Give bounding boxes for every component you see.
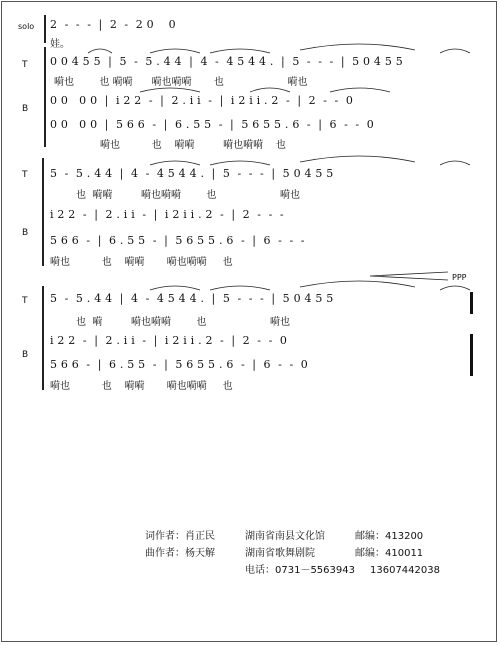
system2-tenor-lyric: 也 嗬嗬 嗬也嗬嗬 也 嗬也 — [76, 190, 300, 201]
tenor-part-label: T — [22, 60, 28, 70]
composer-credit: 曲作者：杨天解 — [145, 548, 215, 559]
bass-part-label: B — [22, 104, 29, 114]
solo-lyric: 娃。 — [50, 39, 70, 50]
dynamic-marking: PPP — [452, 273, 467, 282]
system3-bass-lower-notes: 5 6 6 - | 6 . 5 5 - | 5 6 5 5 . 6 - | 6 - - 0 — [50, 358, 308, 371]
solo-notes: 2 - - - | 2 - 2 0 0 — [50, 18, 176, 31]
solo-part-label: solo — [18, 22, 35, 31]
system2-tenor-notes: 5 - 5 . 4 4 | 4 - 4 5 4 4 . | 5 - - - | 5 0 4 5 5 — [50, 167, 334, 180]
system3-bass-label: B — [22, 350, 29, 360]
composer-postcode: 邮编：410011 — [355, 548, 424, 559]
phone-number: 电话：0731－5563943 — [245, 565, 355, 576]
system3-tenor-label: T — [22, 296, 28, 306]
system2-tenor-label: T — [22, 170, 28, 180]
system1-bass-upper-notes: 0 0 0 0 | i 2 2 - | 2 . i i - | i 2 i i . 2 - | 2 - - 0 — [50, 94, 354, 107]
lyricist-organization: 湖南省南县文化馆 — [245, 531, 325, 542]
system3-tenor-notes: 5 - 5 . 4 4 | 4 - 4 5 4 4 . | 5 - - - | 5 0 4 5 5 — [50, 292, 334, 305]
system3-bass-upper-notes: i 2 2 - | 2 . i i - | i 2 i i . 2 - | 2 - - 0 — [50, 334, 288, 347]
system1-tenor-notes: 0 0 4 5 5 | 5 - 5 . 4 4 | 4 - 4 5 4 4 . | 5 - - - | 5 0 4 5 5 — [50, 55, 403, 68]
system2-bass-lyric: 嗬也 也 嗬嗬 嗬也嗬嗬 也 — [50, 257, 233, 268]
system1-bass-lyric: 嗬也 也 嗬嗬 嗬也嗬嗬 也 — [100, 140, 286, 151]
system2-bass-upper-notes: i 2 2 - | 2 . i i - | i 2 i i . 2 - | 2 - - - — [50, 208, 284, 221]
system2-bass-lower-notes: 5 6 6 - | 6 . 5 5 - | 5 6 5 5 . 6 - | 6 - - - — [50, 234, 305, 247]
system1-bass-lower-notes: 0 0 0 0 | 5 6 6 - | 6 . 5 5 - | 5 6 5 5 . 6 - | 6 - - 0 — [50, 118, 374, 131]
system2-bass-label: B — [22, 228, 29, 238]
system3-bass-lyric: 嗬也 也 嗬嗬 嗬也嗬嗬 也 — [50, 381, 233, 392]
lyricist-postcode: 邮编：413200 — [355, 531, 424, 542]
mobile-number: 13607442038 — [370, 565, 440, 576]
system3-tenor-lyric: 也 嗬 嗬也嗬嗬 也 嗬也 — [76, 317, 290, 328]
lyricist-credit: 词作者：肖正民 — [145, 531, 215, 542]
composer-organization: 湖南省歌舞剧院 — [245, 548, 315, 559]
system1-tenor-lyric: 嗬也 也 嗬嗬 嗬也嗬嗬 也 嗬也 — [54, 77, 308, 88]
